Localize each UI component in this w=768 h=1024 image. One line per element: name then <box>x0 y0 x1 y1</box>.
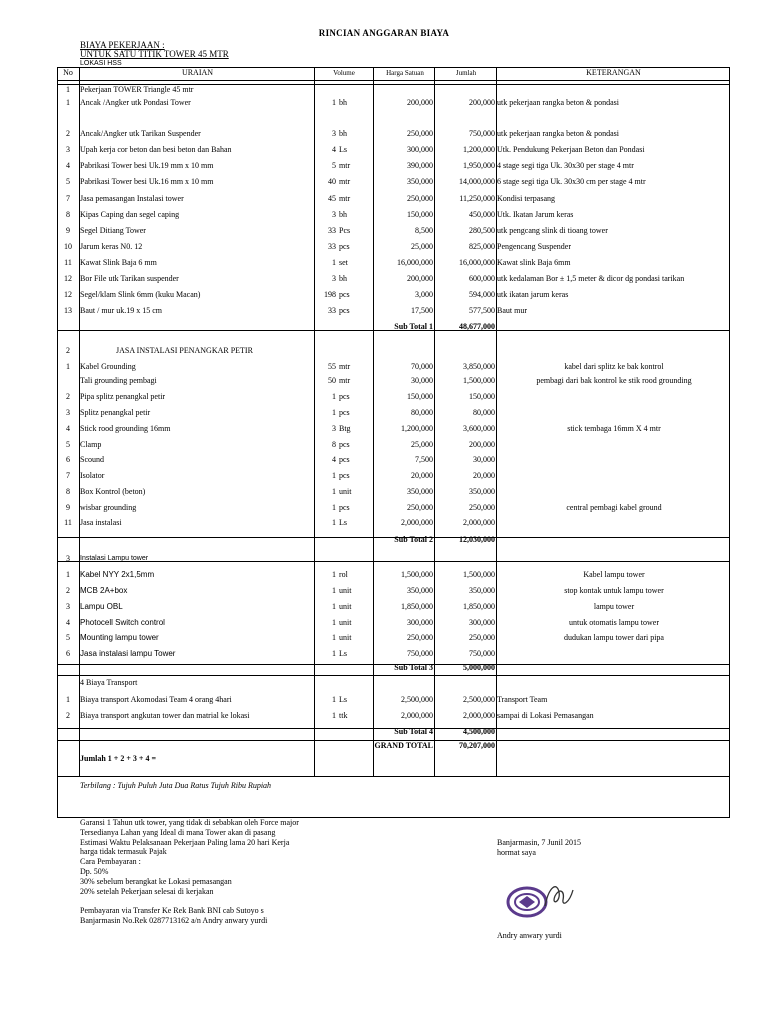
subtotal2-value: 12,030,000 <box>459 535 495 544</box>
row-number: 2 <box>66 586 70 595</box>
row-number: 7 <box>66 194 70 203</box>
row-unit: pcs <box>339 306 350 315</box>
row-number: 4 <box>66 161 70 170</box>
row-qty: 40 <box>328 177 336 186</box>
header-lokasi: LOKASI HSS <box>80 60 122 67</box>
section2-number: 2 <box>66 346 70 355</box>
row-total: 280,500 <box>469 226 495 235</box>
row-unit-price: 250,000 <box>407 503 433 512</box>
row-unit-price: 2,000,000 <box>401 711 433 720</box>
row-number: 3 <box>66 408 70 417</box>
row-description: Kabel Grounding <box>80 362 136 371</box>
row-total: 80,000 <box>473 408 495 417</box>
row-qty: 33 <box>328 306 336 315</box>
footer-note-line: Pembayaran via Transfer Ke Rek Bank BNI cab Sutoyo s <box>80 906 264 916</box>
row-unit-price: 750,000 <box>407 649 433 658</box>
row-unit: pcs <box>339 503 350 512</box>
row-keterangan: Pengencang Suspender <box>497 242 571 251</box>
row-total: 200,000 <box>469 98 495 107</box>
row-unit: Ls <box>339 649 347 658</box>
row-qty: 3 <box>332 210 336 219</box>
row-total: 2,500,000 <box>463 695 495 704</box>
row-description: Biaya transport Akomodasi Team 4 orang 4hari <box>80 695 232 704</box>
row-qty: 1 <box>332 695 336 704</box>
row-unit-price: 2,000,000 <box>401 518 433 527</box>
footer-note-line: Estimasi Waktu Pelaksanaan Pekerjaan Paling lama 20 hari Kerja <box>80 837 290 847</box>
row-keterangan: Kawat slink Baja 6mm <box>497 258 571 267</box>
subtotal1-value: 48,677,000 <box>459 322 495 331</box>
grand-total-value: 70,207,000 <box>459 741 495 750</box>
subtotal3-value: 5,000,000 <box>463 663 495 672</box>
row-keterangan: 4 stage segi tiga Uk. 30x30 per stage 4 mtr <box>497 161 634 170</box>
row-unit: pcs <box>339 455 350 464</box>
row-qty: 1 <box>332 98 336 107</box>
row-description: Kabel NYY 2x1,5mm <box>80 570 155 579</box>
row-unit-price: 17,500 <box>411 306 433 315</box>
footer-notes <box>80 818 299 926</box>
row-qty: 3 <box>332 129 336 138</box>
row-number: 9 <box>66 503 70 512</box>
document-title: RINCIAN ANGGARAN BIAYA <box>318 28 450 38</box>
row-number: 3 <box>66 602 70 611</box>
row-number: 11 <box>64 518 72 527</box>
row-keterangan: Transport Team <box>497 695 548 704</box>
col-header-no: No <box>63 68 73 77</box>
section3-number: 3 <box>66 554 70 563</box>
row-total: 150,000 <box>469 392 495 401</box>
col-header-jumlah: Jumlah <box>455 69 477 77</box>
row-qty: 1 <box>332 711 336 720</box>
row-unit: Pcs <box>339 226 351 235</box>
col-header-harga: Harga Satuan <box>386 69 424 77</box>
row-keterangan: Kondisi terpasang <box>497 194 555 203</box>
row-description: Jasa pemasangan Instalasi tower <box>80 194 184 203</box>
row-unit: pcs <box>339 242 350 251</box>
row-keterangan: Utk. Pendukung Pekerjaan Beton dan Pondasi <box>497 145 645 154</box>
row-unit: unit <box>339 618 352 627</box>
row-description: Scound <box>80 455 104 464</box>
row-description: Ancak /Angker utk Pondasi Tower <box>80 98 191 107</box>
row-unit-price: 250,000 <box>407 129 433 138</box>
footer-note-line: Banjarmasin No.Rek 0287713162 a/n Andry anwary yurdi <box>80 915 268 925</box>
row-total: 1,950,000 <box>463 161 495 170</box>
row-number: 6 <box>66 649 70 658</box>
row-total: 250,000 <box>469 503 495 512</box>
row-description: Pabrikasi Tower besi Uk.19 mm x 10 mm <box>80 161 214 170</box>
row-number: 13 <box>64 306 72 315</box>
section1-title: Pekerjaan TOWER Triangle 45 mtr <box>80 85 194 94</box>
row-total: 3,850,000 <box>463 362 495 371</box>
signature-greeting: hormat saya <box>497 848 536 857</box>
row-total: 14,000,000 <box>459 177 495 186</box>
row-unit: unit <box>339 633 352 642</box>
row-total: 350,000 <box>469 487 495 496</box>
row-unit: mtr <box>339 362 351 371</box>
row-keterangan: stop kontak untuk lampu tower <box>564 586 664 595</box>
row-keterangan: central pembagi kabel ground <box>566 503 662 512</box>
row-unit-price: 300,000 <box>407 145 433 154</box>
subtotal2-label: Sub Total 2 <box>394 535 433 544</box>
row-qty: 1 <box>332 487 336 496</box>
row-unit: rol <box>339 570 348 579</box>
row-total: 16,000,000 <box>459 258 495 267</box>
row-unit: Ls <box>339 518 347 527</box>
row-unit-price: 350,000 <box>407 487 433 496</box>
row-unit-price: 200,000 <box>407 98 433 107</box>
row-description: Lampu OBL <box>80 602 123 611</box>
row-unit-price: 2,500,000 <box>401 695 433 704</box>
signature-name: Andry anwary yurdi <box>497 931 562 940</box>
row-unit: pcs <box>339 392 350 401</box>
row-description: Biaya transport angkutan tower dan matrial ke lokasi <box>80 711 250 720</box>
footer-note-line: Cara Pembayaran : <box>80 857 141 867</box>
row-unit-price: 390,000 <box>407 161 433 170</box>
section4-title: 4 Biaya Transport <box>80 678 138 687</box>
row-keterangan: lampu tower <box>593 602 635 611</box>
row-number: 1 <box>66 362 70 371</box>
section3-title: Instalasi Lampu tower <box>80 555 149 562</box>
row-unit: mtr <box>339 194 351 203</box>
row-description: Ancak/Angker utk Tarikan Suspender <box>80 129 201 138</box>
row-unit-price: 8,500 <box>415 226 433 235</box>
row-unit-price: 300,000 <box>407 618 433 627</box>
row-unit-price: 200,000 <box>407 274 433 283</box>
row-unit-price: 150,000 <box>407 392 433 401</box>
row-description: Jasa instalasi lampu Tower <box>80 649 176 658</box>
row-unit: mtr <box>339 376 351 385</box>
row-keterangan: utk pekerjaan rangka beton & pondasi <box>497 98 619 107</box>
row-unit-price: 250,000 <box>407 194 433 203</box>
row-unit-price: 3,000 <box>415 290 433 299</box>
row-qty: 33 <box>328 242 336 251</box>
row-unit-price: 7,500 <box>415 455 433 464</box>
row-unit: bh <box>339 98 347 107</box>
row-total: 1,850,000 <box>463 602 495 611</box>
row-qty: 1 <box>332 392 336 401</box>
row-qty: 198 <box>324 290 336 299</box>
row-number: 11 <box>64 258 72 267</box>
section1-number: 1 <box>66 85 70 94</box>
row-unit-price: 150,000 <box>407 210 433 219</box>
row-description: Bor File utk Tarikan suspender <box>80 274 179 283</box>
row-unit: pcs <box>339 408 350 417</box>
row-qty: 1 <box>332 471 336 480</box>
row-unit-price: 250,000 <box>407 633 433 642</box>
row-description: Upah kerja cor beton dan besi beton dan Bahan <box>80 145 232 154</box>
footer-note-line <box>80 896 299 906</box>
row-qty: 1 <box>332 408 336 417</box>
row-qty: 50 <box>328 376 336 385</box>
row-keterangan: Kabel lampu tower <box>583 570 645 579</box>
row-unit-price: 25,000 <box>411 242 433 251</box>
row-number: 8 <box>66 210 70 219</box>
row-total: 300,000 <box>469 618 495 627</box>
row-total: 20,000 <box>473 471 495 480</box>
row-unit: unit <box>339 487 352 496</box>
row-description: Splitz penangkal petir <box>80 408 151 417</box>
row-total: 3,600,000 <box>463 424 495 433</box>
row-number: 8 <box>66 487 70 496</box>
row-total: 750,000 <box>469 129 495 138</box>
row-description: MCB 2A+box <box>80 586 128 595</box>
row-qty: 5 <box>332 161 336 170</box>
row-unit-price: 1,850,000 <box>401 602 433 611</box>
row-qty: 3 <box>332 274 336 283</box>
row-total: 825,000 <box>469 242 495 251</box>
footer-note-line: 20% setelah Pekerjaan selesai di kerjakan <box>80 886 214 896</box>
row-total: 577,500 <box>469 306 495 315</box>
row-description: Clamp <box>80 440 102 449</box>
row-number: 2 <box>66 129 70 138</box>
row-qty: 33 <box>328 226 336 235</box>
row-total: 1,500,000 <box>463 570 495 579</box>
row-number: 1 <box>66 98 70 107</box>
row-total: 1,500,000 <box>463 376 495 385</box>
row-number: 5 <box>66 177 70 186</box>
row-keterangan: utk ikatan jarum keras <box>497 290 569 299</box>
subtotal4-label: Sub Total 4 <box>394 727 433 736</box>
col-header-keterangan: KETERANGAN <box>586 68 641 77</box>
row-qty: 4 <box>332 455 336 464</box>
header-tower-spec: UNTUK SATU TITIK TOWER 45 MTR <box>80 49 229 59</box>
subtotal1-label: Sub Total 1 <box>394 322 433 331</box>
subtotal4-value: 4,500,000 <box>463 727 495 736</box>
row-keterangan: stick tembaga 16mm X 4 mtr <box>567 424 661 433</box>
row-unit-price: 16,000,000 <box>397 258 433 267</box>
row-qty: 1 <box>332 258 336 267</box>
row-qty: 55 <box>328 362 336 371</box>
row-unit: bh <box>339 210 347 219</box>
row-description: wisbar grounding <box>80 503 137 512</box>
row-unit: unit <box>339 586 352 595</box>
row-unit-price: 1,500,000 <box>401 570 433 579</box>
row-keterangan: dudukan lampu tower dari pipa <box>564 633 664 642</box>
row-unit: mtr <box>339 177 351 186</box>
row-total: 594,000 <box>469 290 495 299</box>
section2-title: JASA INSTALASI PENANGKAR PETIR <box>116 346 253 355</box>
row-total: 750,000 <box>469 649 495 658</box>
row-qty: 1 <box>332 570 336 579</box>
row-keterangan: kabel dari splitz ke bak kontrol <box>564 362 664 371</box>
row-qty: 1 <box>332 586 336 595</box>
row-number: 5 <box>66 440 70 449</box>
row-keterangan: Baut mur <box>497 306 527 315</box>
row-unit-price: 20,000 <box>411 471 433 480</box>
row-qty: 45 <box>328 194 336 203</box>
row-keterangan: utk pengcang slink di tioang tower <box>497 226 608 235</box>
row-total: 600,000 <box>469 274 495 283</box>
row-unit-price: 70,000 <box>411 362 433 371</box>
row-keterangan: 6 stage segi tiga Uk. 30x30 cm per stage 4 mtr <box>497 177 646 186</box>
footer-note-line: Garansi 1 Tahun utk tower, yang tidak di sebabkan oleh Force major <box>80 818 299 827</box>
row-number: 1 <box>66 570 70 579</box>
footer-note-line: 30% sebelum berangkat ke Lokasi pemasangan <box>80 876 232 886</box>
row-total: 350,000 <box>469 586 495 595</box>
row-unit: pcs <box>339 471 350 480</box>
row-number: 1 <box>66 695 70 704</box>
row-unit-price: 350,000 <box>407 177 433 186</box>
row-total: 1,200,000 <box>463 145 495 154</box>
row-keterangan: utk kedalaman Bor ± 1,5 meter & dicor dg pondasi tarikan <box>497 274 685 283</box>
row-description: Photocell Switch control <box>80 618 165 627</box>
row-unit: bh <box>339 129 347 138</box>
row-total: 2,000,000 <box>463 518 495 527</box>
row-number: 10 <box>64 242 72 251</box>
row-qty: 3 <box>332 424 336 433</box>
row-unit: Ls <box>339 695 347 704</box>
row-keterangan: pembagi dari bak kontrol ke stik rood grounding <box>536 376 692 385</box>
row-unit: pcs <box>339 290 350 299</box>
row-qty: 1 <box>332 633 336 642</box>
row-qty: 1 <box>332 602 336 611</box>
row-number: 4 <box>66 424 70 433</box>
row-unit-price: 350,000 <box>407 586 433 595</box>
row-qty: 1 <box>332 518 336 527</box>
row-unit: bh <box>339 274 347 283</box>
row-unit: pcs <box>339 440 350 449</box>
company-stamp-signature <box>505 876 575 922</box>
row-description: Kawat Slink Baja 6 mm <box>80 258 157 267</box>
row-description: Segel Ditiang Tower <box>80 226 146 235</box>
row-qty: 8 <box>332 440 336 449</box>
row-keterangan: sampai di Lokasi Pemasangan <box>497 711 594 720</box>
row-description: Box Kontrol (beton) <box>80 487 146 496</box>
row-qty: 4 <box>332 145 336 154</box>
row-unit-price: 30,000 <box>411 376 433 385</box>
row-description: Segel/klam Slink 6mm (kuku Macan) <box>80 290 201 299</box>
row-number: 2 <box>66 392 70 401</box>
col-header-uraian: URAIAN <box>181 68 214 77</box>
row-qty: 1 <box>332 649 336 658</box>
row-unit-price: 1,200,000 <box>401 424 433 433</box>
row-description: Stick rood grounding 16mm <box>80 424 171 433</box>
grand-total-label: GRAND TOTAL <box>374 741 433 750</box>
row-total: 30,000 <box>473 455 495 464</box>
header-biaya-pekerjaan: BIAYA PEKERJAAN : <box>80 40 165 50</box>
row-description: Tali grounding pembagi <box>80 376 157 385</box>
row-keterangan: utk pekerjaan rangka beton & pondasi <box>497 129 619 138</box>
row-number: 6 <box>66 455 70 464</box>
row-description: Pipa splitz penangkal petir <box>80 392 166 401</box>
signature-place-date: Banjarmasin, 7 Junil 2015 <box>497 838 581 847</box>
row-description: Kipas Caping dan segel caping <box>80 210 180 219</box>
row-unit-price: 25,000 <box>411 440 433 449</box>
row-qty: 1 <box>332 503 336 512</box>
row-total: 11,250,000 <box>459 194 495 203</box>
row-description: Pabrikasi Tower besi Uk.16 mm x 10 mm <box>80 177 214 186</box>
row-unit: unit <box>339 602 352 611</box>
row-description: Jasa instalasi <box>80 518 122 527</box>
subtotal3-label: Sub Total 3 <box>394 663 433 672</box>
row-unit: Ls <box>339 145 347 154</box>
row-unit: ttk <box>339 711 348 720</box>
jumlah-formula: Jumlah 1 + 2 + 3 + 4 = <box>80 754 157 763</box>
row-description: Mounting lampu tower <box>80 633 159 642</box>
row-description: Isolator <box>80 471 105 480</box>
row-total: 450,000 <box>469 210 495 219</box>
row-total: 2,000,000 <box>463 711 495 720</box>
row-unit-price: 80,000 <box>411 408 433 417</box>
footer-note-line: Tersedianya Lahan yang Ideal di mana Tower akan di pasang <box>80 827 276 837</box>
row-unit: Btg <box>339 424 351 433</box>
row-number: 12 <box>64 290 72 299</box>
row-number: 12 <box>64 274 72 283</box>
row-total: 250,000 <box>469 633 495 642</box>
row-unit: mtr <box>339 161 351 170</box>
terbilang: Terbilang : Tujuh Puluh Juta Dua Ratus Tujuh Ribu Rupiah <box>80 781 272 790</box>
row-number: 7 <box>66 471 70 480</box>
row-description: Baut / mur uk.19 x 15 cm <box>80 306 162 315</box>
row-keterangan: Utk. Ikatan Jarum keras <box>497 210 574 219</box>
row-number: 9 <box>66 226 70 235</box>
row-number: 4 <box>66 618 70 627</box>
row-description: Jarum keras N0. 12 <box>80 242 143 251</box>
row-number: 3 <box>66 145 70 154</box>
row-unit: set <box>339 258 348 267</box>
row-qty: 1 <box>332 618 336 627</box>
row-total: 200,000 <box>469 440 495 449</box>
footer-note-line: Dp. 50% <box>80 866 109 876</box>
row-number: 5 <box>66 633 70 642</box>
footer-note-line: harga tidak termasuk Pajak <box>80 847 167 857</box>
row-keterangan: untuk otomatis lampu tower <box>569 618 659 627</box>
row-number: 2 <box>66 711 70 720</box>
col-header-volume: Volume <box>333 69 355 77</box>
